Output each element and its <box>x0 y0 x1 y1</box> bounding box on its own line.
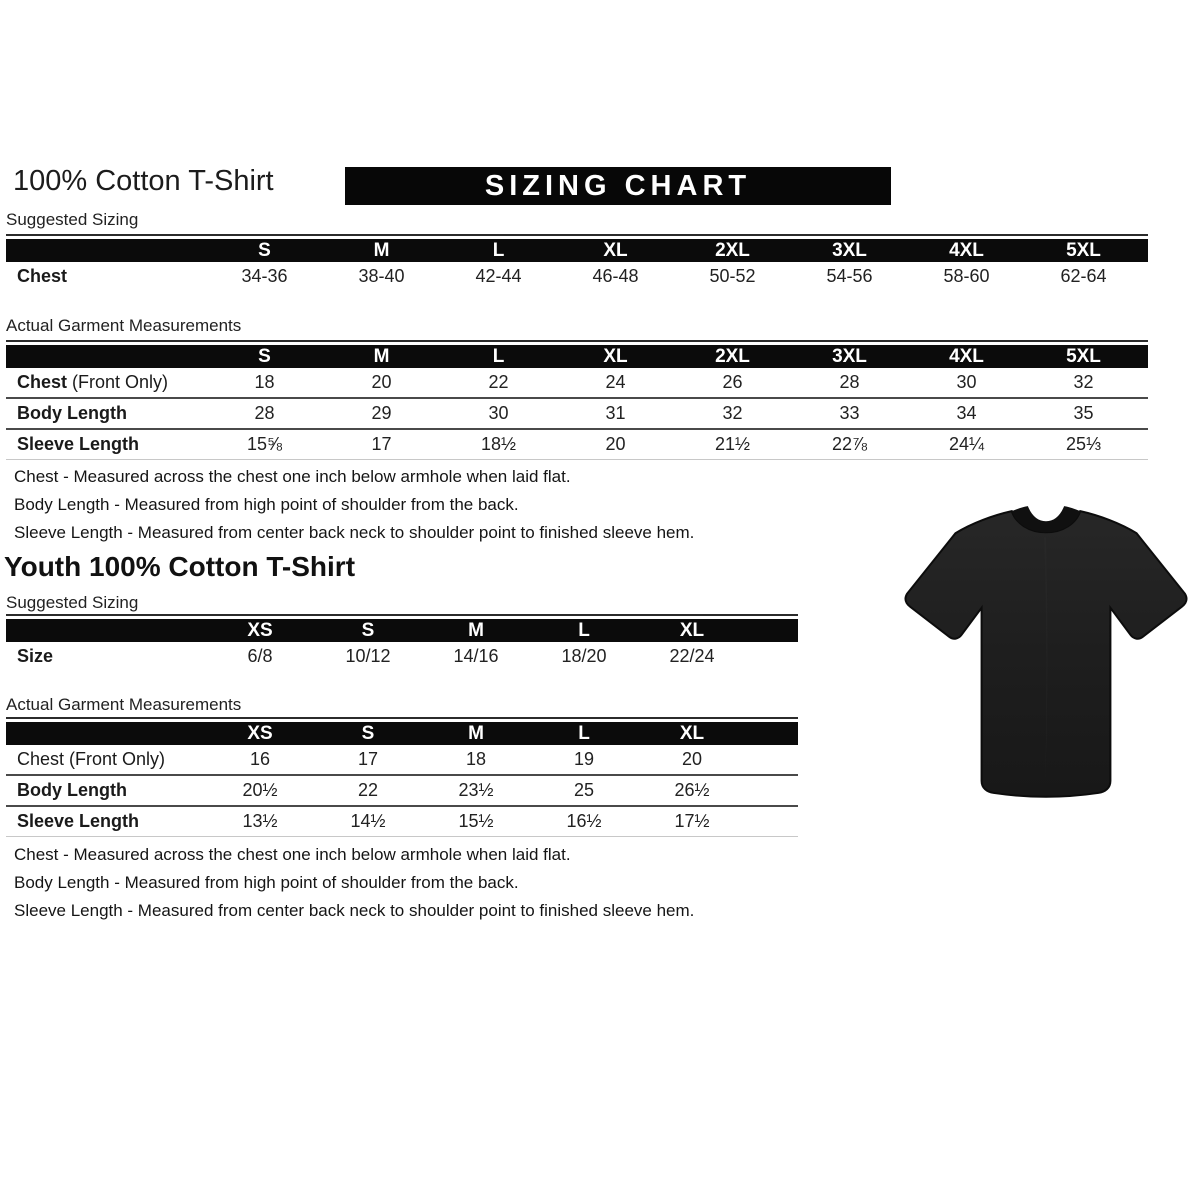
header-filler <box>1142 239 1148 262</box>
size-column-header: XL <box>557 345 674 368</box>
size-column-header: 4XL <box>908 345 1025 368</box>
row-filler <box>746 806 798 837</box>
measurement-cell: 25⅓ <box>1065 434 1102 454</box>
size-column-header: S <box>206 239 323 262</box>
size-column-header: 3XL <box>791 239 908 262</box>
measurement-cell: 19 <box>573 749 595 769</box>
measurement-cell: 20½ <box>242 780 278 800</box>
size-column-header: L <box>530 722 638 745</box>
row-label <box>6 775 206 806</box>
header-spacer <box>6 722 206 745</box>
measurement-cell: 20 <box>681 749 703 769</box>
measurement-cell: 25 <box>573 780 595 800</box>
measurement-cell: 46-48 <box>592 266 639 286</box>
youth-title: Youth 100% Cotton T-Shirt <box>4 551 356 582</box>
measurement-cell: 15⅝ <box>246 434 283 454</box>
measurement-cell: 17 <box>357 749 379 769</box>
row-label-text: Chest <box>17 372 68 392</box>
measurement-cell: 20 <box>605 434 626 454</box>
size-column-header: 2XL <box>674 239 791 262</box>
size-column-header: 5XL <box>1025 239 1142 262</box>
row-label-text: Size <box>17 646 54 666</box>
row-label <box>6 429 206 460</box>
size-column-header: XS <box>206 722 314 745</box>
row-label <box>6 398 206 429</box>
measurement-cell: 18 <box>465 749 487 769</box>
size-column-header: XS <box>206 619 314 642</box>
adult-actual-measurements-label: Actual Garment Measurements <box>6 316 242 335</box>
header-spacer <box>6 345 206 368</box>
youth-suggested-table <box>6 614 798 671</box>
table-row <box>6 745 798 775</box>
size-column-header: 3XL <box>791 345 908 368</box>
youth-actual-measurements-label: Actual Garment Measurements <box>6 695 242 714</box>
row-filler <box>746 745 798 775</box>
measurement-cell: 21½ <box>714 434 751 454</box>
measurement-cell: 30 <box>488 403 509 423</box>
row-label-text: Chest <box>17 266 68 286</box>
table-top-rule <box>6 234 1148 236</box>
adult-actual-table <box>6 340 1148 460</box>
size-column-header: XL <box>638 619 746 642</box>
size-column-header: L <box>440 239 557 262</box>
measurement-cell: 22⅞ <box>831 434 868 454</box>
adult-measurement-notes <box>14 463 694 547</box>
row-label-text: Body Length <box>17 780 127 800</box>
size-column-header: XL <box>557 239 674 262</box>
measurement-cell: 33 <box>839 403 860 423</box>
measurement-cell: 34-36 <box>241 266 288 286</box>
table-top-rule <box>6 717 798 719</box>
row-label-text: Sleeve Length <box>17 434 140 454</box>
size-column-header: XL <box>638 722 746 745</box>
header-filler <box>1142 345 1148 368</box>
measurement-cell: 50-52 <box>709 266 756 286</box>
table-top-rule <box>6 614 798 616</box>
size-column-header: M <box>323 345 440 368</box>
row-label <box>6 368 206 398</box>
measurements-table <box>6 239 1148 291</box>
measurement-cell: 18½ <box>480 434 517 454</box>
measurements-table <box>6 619 798 671</box>
note-line: Body Length - Measured from high point of shoulder from the back. <box>14 873 519 892</box>
measurement-cell: 29 <box>371 403 392 423</box>
youth-actual-table <box>6 717 798 837</box>
note-line: Body Length - Measured from high point of shoulder from the back. <box>14 495 519 514</box>
measurement-cell: 13½ <box>242 811 278 831</box>
note-line: Chest - Measured across the chest one inch below armhole when laid flat. <box>14 467 571 486</box>
measurement-cell: 17 <box>371 434 392 454</box>
note-line: Sleeve Length - Measured from center back neck to shoulder point to finished sleeve hem. <box>14 901 695 920</box>
measurement-cell: 17½ <box>674 811 710 831</box>
measurement-cell: 16½ <box>566 811 602 831</box>
measurement-cell: 10/12 <box>345 646 391 666</box>
measurement-cell: 24¼ <box>948 434 985 454</box>
header-spacer <box>6 239 206 262</box>
row-label-text: (Front Only) <box>67 372 169 392</box>
row-filler <box>746 775 798 806</box>
youth-measurement-notes <box>14 841 694 925</box>
row-filler <box>746 642 798 671</box>
size-column-header: S <box>206 345 323 368</box>
tshirt-graphic <box>897 489 1195 803</box>
measurement-cell: 58-60 <box>943 266 990 286</box>
table-top-rule <box>6 340 1148 342</box>
youth-suggested-sizing-label: Suggested Sizing <box>6 593 139 612</box>
measurement-cell: 32 <box>722 403 743 423</box>
row-label-text: Sleeve Length <box>17 811 140 831</box>
measurement-cell: 42-44 <box>475 266 522 286</box>
measurement-cell: 34 <box>956 403 977 423</box>
size-column-header: M <box>422 722 530 745</box>
row-filler <box>1142 429 1148 460</box>
measurement-cell: 22 <box>357 780 379 800</box>
page-title: 100% Cotton T-Shirt <box>13 165 274 197</box>
size-header-row <box>6 239 1148 262</box>
measurements-table <box>6 722 798 837</box>
row-label-text: Chest (Front Only) <box>17 749 166 769</box>
sizing-chart-banner <box>345 167 891 205</box>
measurement-cell: 6/8 <box>247 646 273 666</box>
header-spacer <box>6 619 206 642</box>
measurement-cell: 15½ <box>458 811 494 831</box>
row-filler <box>1142 262 1148 291</box>
measurement-cell: 14½ <box>350 811 386 831</box>
measurement-cell: 18/20 <box>561 646 607 666</box>
table-row <box>6 368 1148 398</box>
row-label-text: Body Length <box>17 403 127 423</box>
adult-suggested-table <box>6 234 1148 291</box>
measurement-cell: 16 <box>249 749 271 769</box>
measurement-cell: 54-56 <box>826 266 873 286</box>
note-line: Sleeve Length - Measured from center back neck to shoulder point to finished sleeve hem. <box>14 523 695 542</box>
measurement-cell: 24 <box>605 372 626 392</box>
row-label <box>6 262 206 291</box>
header-filler <box>746 722 798 745</box>
row-label <box>6 806 206 837</box>
header-filler <box>746 619 798 642</box>
table-row <box>6 262 1148 291</box>
size-column-header: M <box>422 619 530 642</box>
size-column-header: S <box>314 619 422 642</box>
measurement-cell: 26½ <box>674 780 710 800</box>
measurement-cell: 31 <box>605 403 626 423</box>
measurement-cell: 14/16 <box>453 646 499 666</box>
measurement-cell: 26 <box>722 372 743 392</box>
measurements-table <box>6 345 1148 460</box>
measurement-cell: 22 <box>488 372 509 392</box>
size-column-header: L <box>530 619 638 642</box>
measurement-cell: 22/24 <box>669 646 715 666</box>
measurement-cell: 18 <box>254 372 275 392</box>
measurement-cell: 20 <box>371 372 392 392</box>
measurement-cell: 32 <box>1073 372 1094 392</box>
table-row <box>6 642 798 671</box>
size-header-row <box>6 619 798 642</box>
size-column-header: S <box>314 722 422 745</box>
row-filler <box>1142 368 1148 398</box>
tshirt-image <box>897 489 1195 803</box>
table-row <box>6 398 1148 429</box>
row-filler <box>1142 398 1148 429</box>
table-row <box>6 806 798 837</box>
measurement-cell: 28 <box>839 372 860 392</box>
measurement-cell: 38-40 <box>358 266 405 286</box>
size-column-header: 4XL <box>908 239 1025 262</box>
size-column-header: 2XL <box>674 345 791 368</box>
row-label <box>6 642 206 671</box>
measurement-cell: 62-64 <box>1060 266 1107 286</box>
note-line: Chest - Measured across the chest one inch below armhole when laid flat. <box>14 845 571 864</box>
banner-text: SIZING CHART <box>484 170 752 202</box>
table-row <box>6 775 798 806</box>
size-column-header: L <box>440 345 557 368</box>
size-column-header: M <box>323 239 440 262</box>
table-row <box>6 429 1148 460</box>
measurement-cell: 28 <box>254 403 275 423</box>
size-header-row <box>6 345 1148 368</box>
size-header-row <box>6 722 798 745</box>
measurement-cell: 35 <box>1073 403 1094 423</box>
adult-suggested-sizing-label: Suggested Sizing <box>6 210 139 229</box>
row-label <box>6 745 206 775</box>
measurement-cell: 30 <box>956 372 977 392</box>
measurement-cell: 23½ <box>458 780 494 800</box>
size-column-header: 5XL <box>1025 345 1142 368</box>
